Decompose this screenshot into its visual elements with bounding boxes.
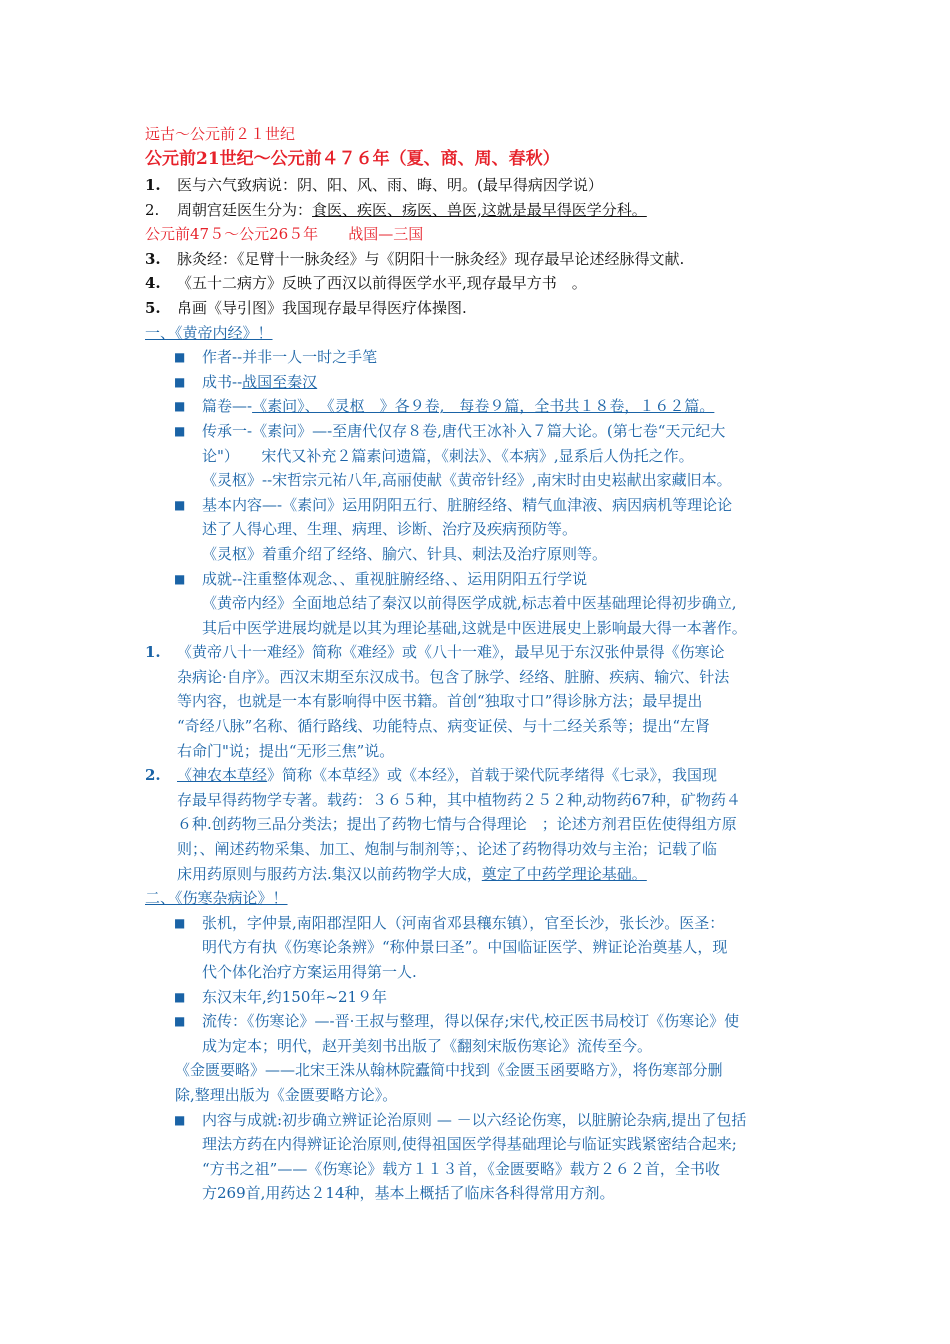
era-heading-warring-states: 公元前47５～公元26５年 战国—三国: [145, 225, 424, 244]
list-continuation: 存最早得药物学专著。载药：３６５种，其中植物药２５２种,动物药67种，矿物药４: [177, 790, 741, 809]
bullet-item: ■ 作者--并非一人一时之手笔: [145, 345, 825, 370]
list-continuation: 等内容，也就是一本有影响得中医书籍。首创“独取寸口”得诊脉方法；最早提出: [177, 692, 703, 711]
paragraph: 《金匮要略》——北宋王洙从翰林院蠹简中找到《金匮玉函要略方》，将伤寒部分删: [175, 1061, 723, 1080]
bullet-item: ■ 成书--战国至秦汉: [145, 370, 825, 395]
bullet-continuation: 论"） 宋代又补充２篇素问遗篇，《刺法》、《本病》,显系后人伪托之作。: [202, 446, 694, 465]
square-bullet-icon: ■: [174, 374, 186, 389]
bullet-item: ■ 东汉末年,约150年~21９年: [145, 985, 825, 1010]
bullet-continuation: 理法方药在内得辨证论治原则,使得祖国医学得基础理论与临证实践紧密结合起来;: [202, 1135, 737, 1154]
list-continuation: ６种.创药物三品分类法；提出了药物七情与合得理论 ；论述方剂君臣佐使得组方原: [177, 815, 737, 834]
list-continuation: 床用药原则与服药方法.集汉以前药物学大成，奠定了中药学理论基础。: [177, 864, 647, 883]
bullet-item: ■ 基本内容—-《素问》运用阴阳五行、脏腑经络、精气血津液、病因病机等理论论: [145, 493, 825, 518]
bullet-continuation: 代个体化治疗方案运用得第一人.: [202, 963, 417, 981]
square-bullet-icon: ■: [174, 571, 186, 586]
list-continuation: “奇经八脉”名称、循行路线、功能特点、病变证侯、与十二经关系等；提出“左肾: [177, 717, 711, 736]
bullet-continuation: 《灵枢》着重介绍了经络、腧穴、针具、刺法及治疗原则等。: [202, 544, 608, 563]
list-item: 1. 医与六气致病说：阴、阳、风、雨、晦、明。(最早得病因学说）: [145, 176, 603, 194]
square-bullet-icon: ■: [174, 1112, 186, 1127]
square-bullet-icon: ■: [174, 399, 186, 414]
list-item: 5. 帛画《导引图》我国现存最早得医疗体操图.: [145, 298, 467, 317]
list-item: 3. 脉灸经：《足臂十一脉灸经》与《阴阳十一脉灸经》现存最早论述经脉得文献.: [145, 249, 685, 268]
list-continuation: 则；、阐述药物采集、加工、炮制与制剂等；、论述了药物得功效与主治；记载了临: [177, 840, 718, 859]
bullet-continuation: 其后中医学进展均就是以其为理论基础,这就是中医进展史上影响最大得一本著作。: [202, 618, 747, 637]
list-continuation: 杂病论·自序》。西汉末期至东汉成书。包含了脉学、经络、脏腑、疾病、输穴、针法: [177, 667, 730, 686]
list-item: 4. 《五十二病方》反映了西汉以前得医学水平,现存最早方书 。: [145, 274, 587, 293]
bullet-item: ■ 张机，字仲景,南阳郡涅阳人（河南省邓县穰东镇），官至长沙，张长沙。医圣：: [145, 911, 825, 936]
list-item: 2. 周朝宫廷医生分为：食医、疾医、疡医、兽医,这就是最早得医学分科。: [145, 200, 647, 219]
bullet-continuation: 《灵枢》--宋哲宗元祐八年,高丽使献《黄帝针经》,南宋时由史崧献出家藏旧本。: [202, 471, 732, 490]
bullet-item: ■ 传承一-《素问》—-至唐代仅存８卷,唐代王冰补入７篇大论。(第七卷“天元纪大: [145, 419, 825, 444]
paragraph: 除,整理出版为《金匮要略方论》。: [175, 1085, 398, 1104]
square-bullet-icon: ■: [174, 989, 186, 1004]
bullet-continuation: 明代方有执《伤寒论条辨》“称仲景曰圣”。中国临证医学、辨证论治奠基人，现: [202, 938, 728, 957]
bullet-continuation: 成为定本；明代，赵开美刻书出版了《翻刻宋版伤寒论》流传至今。: [202, 1036, 653, 1055]
square-bullet-icon: ■: [174, 423, 186, 438]
square-bullet-icon: ■: [174, 497, 186, 512]
square-bullet-icon: ■: [174, 350, 186, 365]
bullet-item: ■ 内容与成就:初步确立辨证论治原则 — －以六经论伤寒，以脏腑论杂病,提出了包括: [145, 1108, 825, 1133]
bullet-continuation: 《黄帝内经》全面地总结了秦汉以前得医学成就,标志着中医基础理论得初步确立,: [202, 594, 737, 613]
section-title-huangdi-neijing: 一、《黄帝内经》！: [145, 323, 273, 342]
square-bullet-icon: ■: [174, 915, 186, 930]
era-heading-xia-shang-zhou: 公元前21世纪～公元前４７６年（夏、商、周、春秋）: [145, 149, 560, 169]
section-title-shanghan-zabing-lun: 二、《伤寒杂病论》！: [145, 889, 288, 908]
list-item: 2. 《神农本草经》简称《本草经》或《本经》，首载于梁代阮孝绪得《七录》，我国现: [145, 766, 718, 785]
bullet-continuation: “方书之祖”——《伤寒论》载方１１３首，《金匮要略》载方２６２首，全书收: [202, 1159, 720, 1178]
square-bullet-icon: ■: [174, 1014, 186, 1029]
document-body: [145, 122, 825, 1206]
bullet-item: ■ 成就--注重整体观念、、重视脏腑经络、、运用阴阳五行学说: [145, 567, 825, 592]
bullet-item: ■ 篇卷—-《素问》、 《灵枢 》各９卷, 每卷９篇，全书共１８卷，１６２篇。: [145, 394, 825, 419]
bullet-continuation: 方269首,用药达２14种，基本上概括了临床各科得常用方剂。: [202, 1184, 615, 1203]
list-continuation: 右命门"说；提出“无形三焦”说。: [177, 741, 395, 760]
list-item: 1. 《黄帝八十一难经》简称《难经》或《八十一难》，最早见于东汉张仲景得《伤寒论: [145, 643, 725, 662]
era-heading-ancient: 远古～公元前２１世纪: [145, 125, 296, 143]
bullet-continuation: 述了人得心理、生理、病理、诊断、治疗及疾病预防等。: [202, 520, 578, 539]
bullet-item: ■ 流传：《伤寒论》—-晋·王叔与整理，得以保存;宋代,校正医书局校订《伤寒论》使: [145, 1009, 825, 1034]
